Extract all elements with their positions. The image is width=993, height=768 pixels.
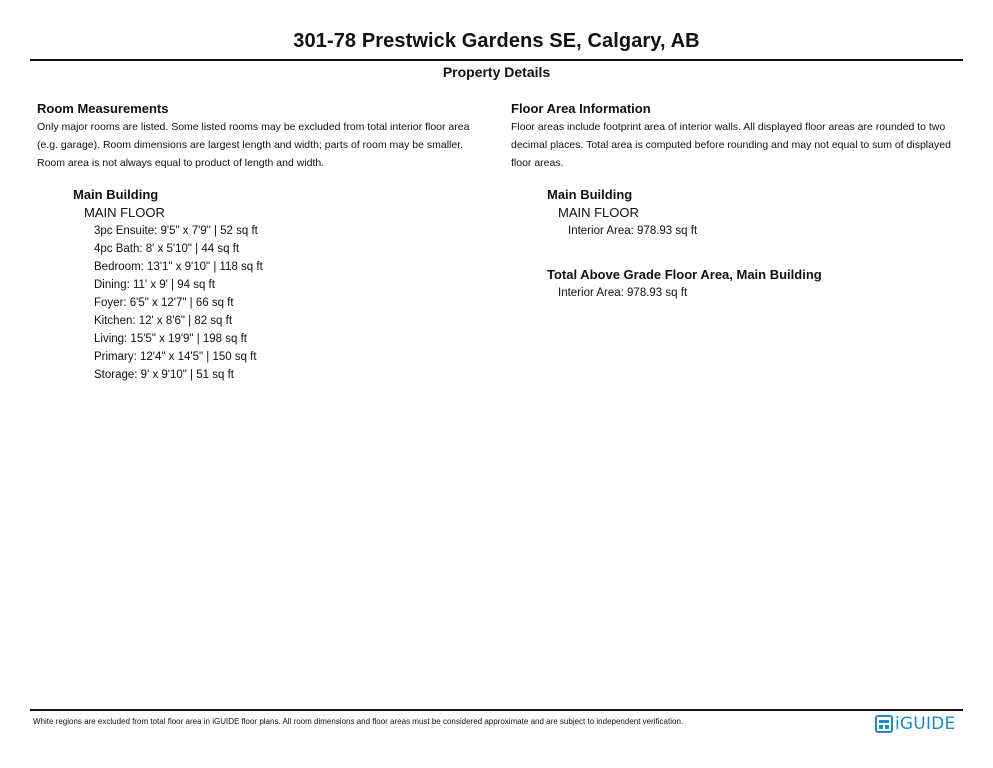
floor-interior-area: Interior Area: 978.93 sq ft: [568, 225, 698, 237]
room-item: 3pc Ensuite: 9'5" x 7'9" | 52 sq ft: [94, 225, 258, 237]
room-item: Primary: 12'4" x 14'5" | 150 sq ft: [94, 351, 257, 363]
floor-area-heading: Floor Area Information: [511, 101, 651, 116]
room-item: Storage: 9' x 9'10" | 51 sq ft: [94, 369, 234, 381]
area-building-name: Main Building: [547, 187, 633, 202]
room-item: Foyer: 6'5" x 12'7" | 66 sq ft: [94, 297, 234, 309]
room-item: Dining: 11' x 9' | 94 sq ft: [94, 279, 215, 291]
area-floor-name: MAIN FLOOR: [558, 205, 639, 220]
room-list: [94, 222, 492, 384]
page-subtitle: Property Details: [442, 64, 551, 80]
room-floor-name: MAIN FLOOR: [84, 205, 165, 220]
room-measurements-section: [37, 100, 492, 384]
area-building-block: [547, 186, 966, 240]
iguide-logo: [875, 713, 955, 735]
floor-area-note: Floor areas include footprint area of interior walls. All displayed floor areas are rounded to two decimal places. Total area is computed before rounding and may not equal to sum of displayed floor areas.: [511, 121, 951, 169]
footer-disclaimer: White regions are excluded from total floor area in iGUIDE floor plans. All room dimensions and floor areas must be considered approximate and are subject to independent verification.: [33, 717, 684, 726]
total-area-block: [547, 266, 966, 302]
room-item: 4pc Bath: 8' x 5'10" | 44 sq ft: [94, 243, 240, 255]
room-item: Bedroom: 13'1" x 9'10" | 118 sq ft: [94, 261, 263, 273]
header-divider: [30, 59, 963, 61]
room-item: Living: 15'5" x 19'9" | 198 sq ft: [94, 333, 247, 345]
room-building-block: [73, 186, 492, 384]
total-area-heading: Total Above Grade Floor Area, Main Building: [547, 267, 822, 282]
room-measurements-heading: Room Measurements: [37, 101, 169, 116]
iguide-logo-icon: [875, 715, 895, 733]
room-item: Kitchen: 12' x 8'6" | 82 sq ft: [94, 315, 233, 327]
iguide-logo-text: iGUIDE: [895, 714, 956, 734]
floor-area-section: [511, 100, 966, 302]
total-interior-area: Interior Area: 978.93 sq ft: [558, 287, 688, 299]
footer-divider: [30, 709, 963, 711]
page-title: 301-78 Prestwick Gardens SE, Calgary, AB: [293, 30, 700, 52]
room-measurements-note: Only major rooms are listed. Some listed rooms may be excluded from total interior floor area (e.g. garage). Room dimensions are largest length and width; parts of room may be smaller. Room area is not always equal to product of length and width.: [37, 121, 470, 169]
room-building-name: Main Building: [73, 187, 159, 202]
